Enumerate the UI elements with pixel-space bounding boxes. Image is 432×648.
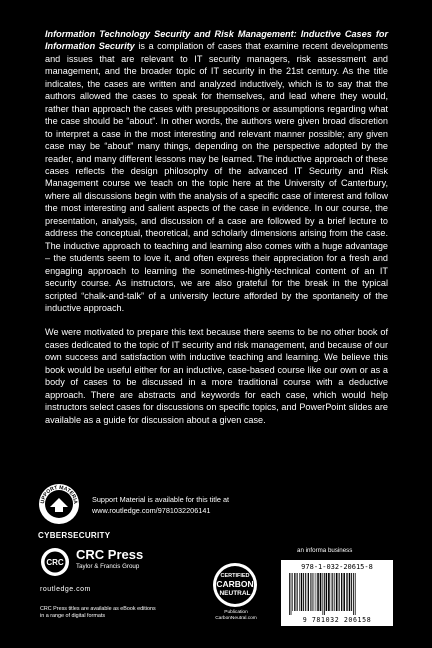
carbon-sub-2: CarbonNeutral.com [215, 616, 257, 621]
description-paragraph-2: We were motivated to prepare this text because there seems to be no other book of cases dedicated to the topic of IT security and risk management, and because of our own success and satisfaction with inductive teaching and learning. We believe this book would be useful either for an inductive, case-based course like our own or as a body of cases to be discussed in a more traditional course with a deductive approach. There are abstracts and keywords for each case, which would help instructors select cases for discussions on specific topics, and PowerPoint slides are available as a guide for discussion about a given case. [45, 327, 388, 425]
carbon-sub-1: Publication [224, 610, 248, 615]
support-badge-text: UPPORT MATERIA [39, 484, 79, 505]
publisher-url[interactable]: routledge.com [40, 586, 91, 593]
book-title-italic: Information Technology Security and Risk Management: Inductive Cases for Information Security [45, 29, 388, 52]
support-material-url[interactable]: www.routledge.com/9781032206141 [92, 506, 211, 515]
back-cover-description [45, 28, 388, 426]
publisher-name: CRC Press [76, 547, 144, 562]
paragraph-1-text: is a compilation of cases that examine recent developments and issues that are relevant to IT security managers, risk assessment and management, and the broader topic of IT security in the 21st century. As the title indicates, the cases are written and analyzed inductively, which is to say that the authors allowed the cases to speak for themselves, and lead where they would, rather than approach the cases with presuppositions or assumptions regarding what the case should be “about”. In other words, the authors were given broad discretion to interpret a case in the most interesting and relevant manner possible; any given case may be “about” many things, depending on the perspective adopted by the reader, and many different lessons may be learned. The inductive approach of these cases reflects the design philosophy of the advanced IT Security and Risk Management course we teach on the topic here at the University of Canterbury, where all discussions begin with the analysis of a specific case of interest and follow the most interesting and salient aspects of the case in evidence. In our course, the presentation, analysis, and discussion of a case are followed by a brief lecture to address the conceptual, theoretical, and scholarly dimensions arising from the case. The inductive approach to teaching and learning also comes with a huge advantage – the students seem to love it, and often express their appreciation for a fresh and engaging approach to learning the sometimes-highly-technical content of an IT security course. As instructors, we are also grateful for the break in the typical scripted “chalk-and-talk” of a university lecture afforded by the spontaneity of the inductive approach. [45, 41, 388, 313]
crc-press-logo-icon [40, 547, 70, 577]
isbn-number: 978-1-032-20615-8 [301, 563, 373, 571]
support-material-icon [38, 483, 80, 525]
barcode-digits: 9 781032 206158 [302, 616, 372, 624]
carbon-neutral-caption [210, 610, 262, 622]
carbon-neutral-icon [212, 562, 258, 608]
informa-business-text: an informa business [297, 547, 353, 554]
crc-logo-text: CRC [46, 558, 64, 567]
subject-category: CYBERSECURITY [38, 531, 111, 540]
publisher-group: Taylor & Francis Group [76, 563, 140, 570]
carbon-line-3: NEUTRAL [219, 590, 251, 597]
isbn-barcode [281, 560, 393, 626]
support-material-text: Support Material is available for this title at [92, 495, 230, 504]
ebook-note: CRC Press titles are available as eBook editions in a range of digital formats [40, 606, 156, 619]
support-material-block [38, 483, 398, 513]
carbon-line-2: CARBON [216, 579, 254, 589]
carbon-line-1: CERTIFIED [220, 573, 250, 579]
barcode-bars-icon [287, 573, 387, 615]
description-paragraph-1 [45, 28, 388, 314]
